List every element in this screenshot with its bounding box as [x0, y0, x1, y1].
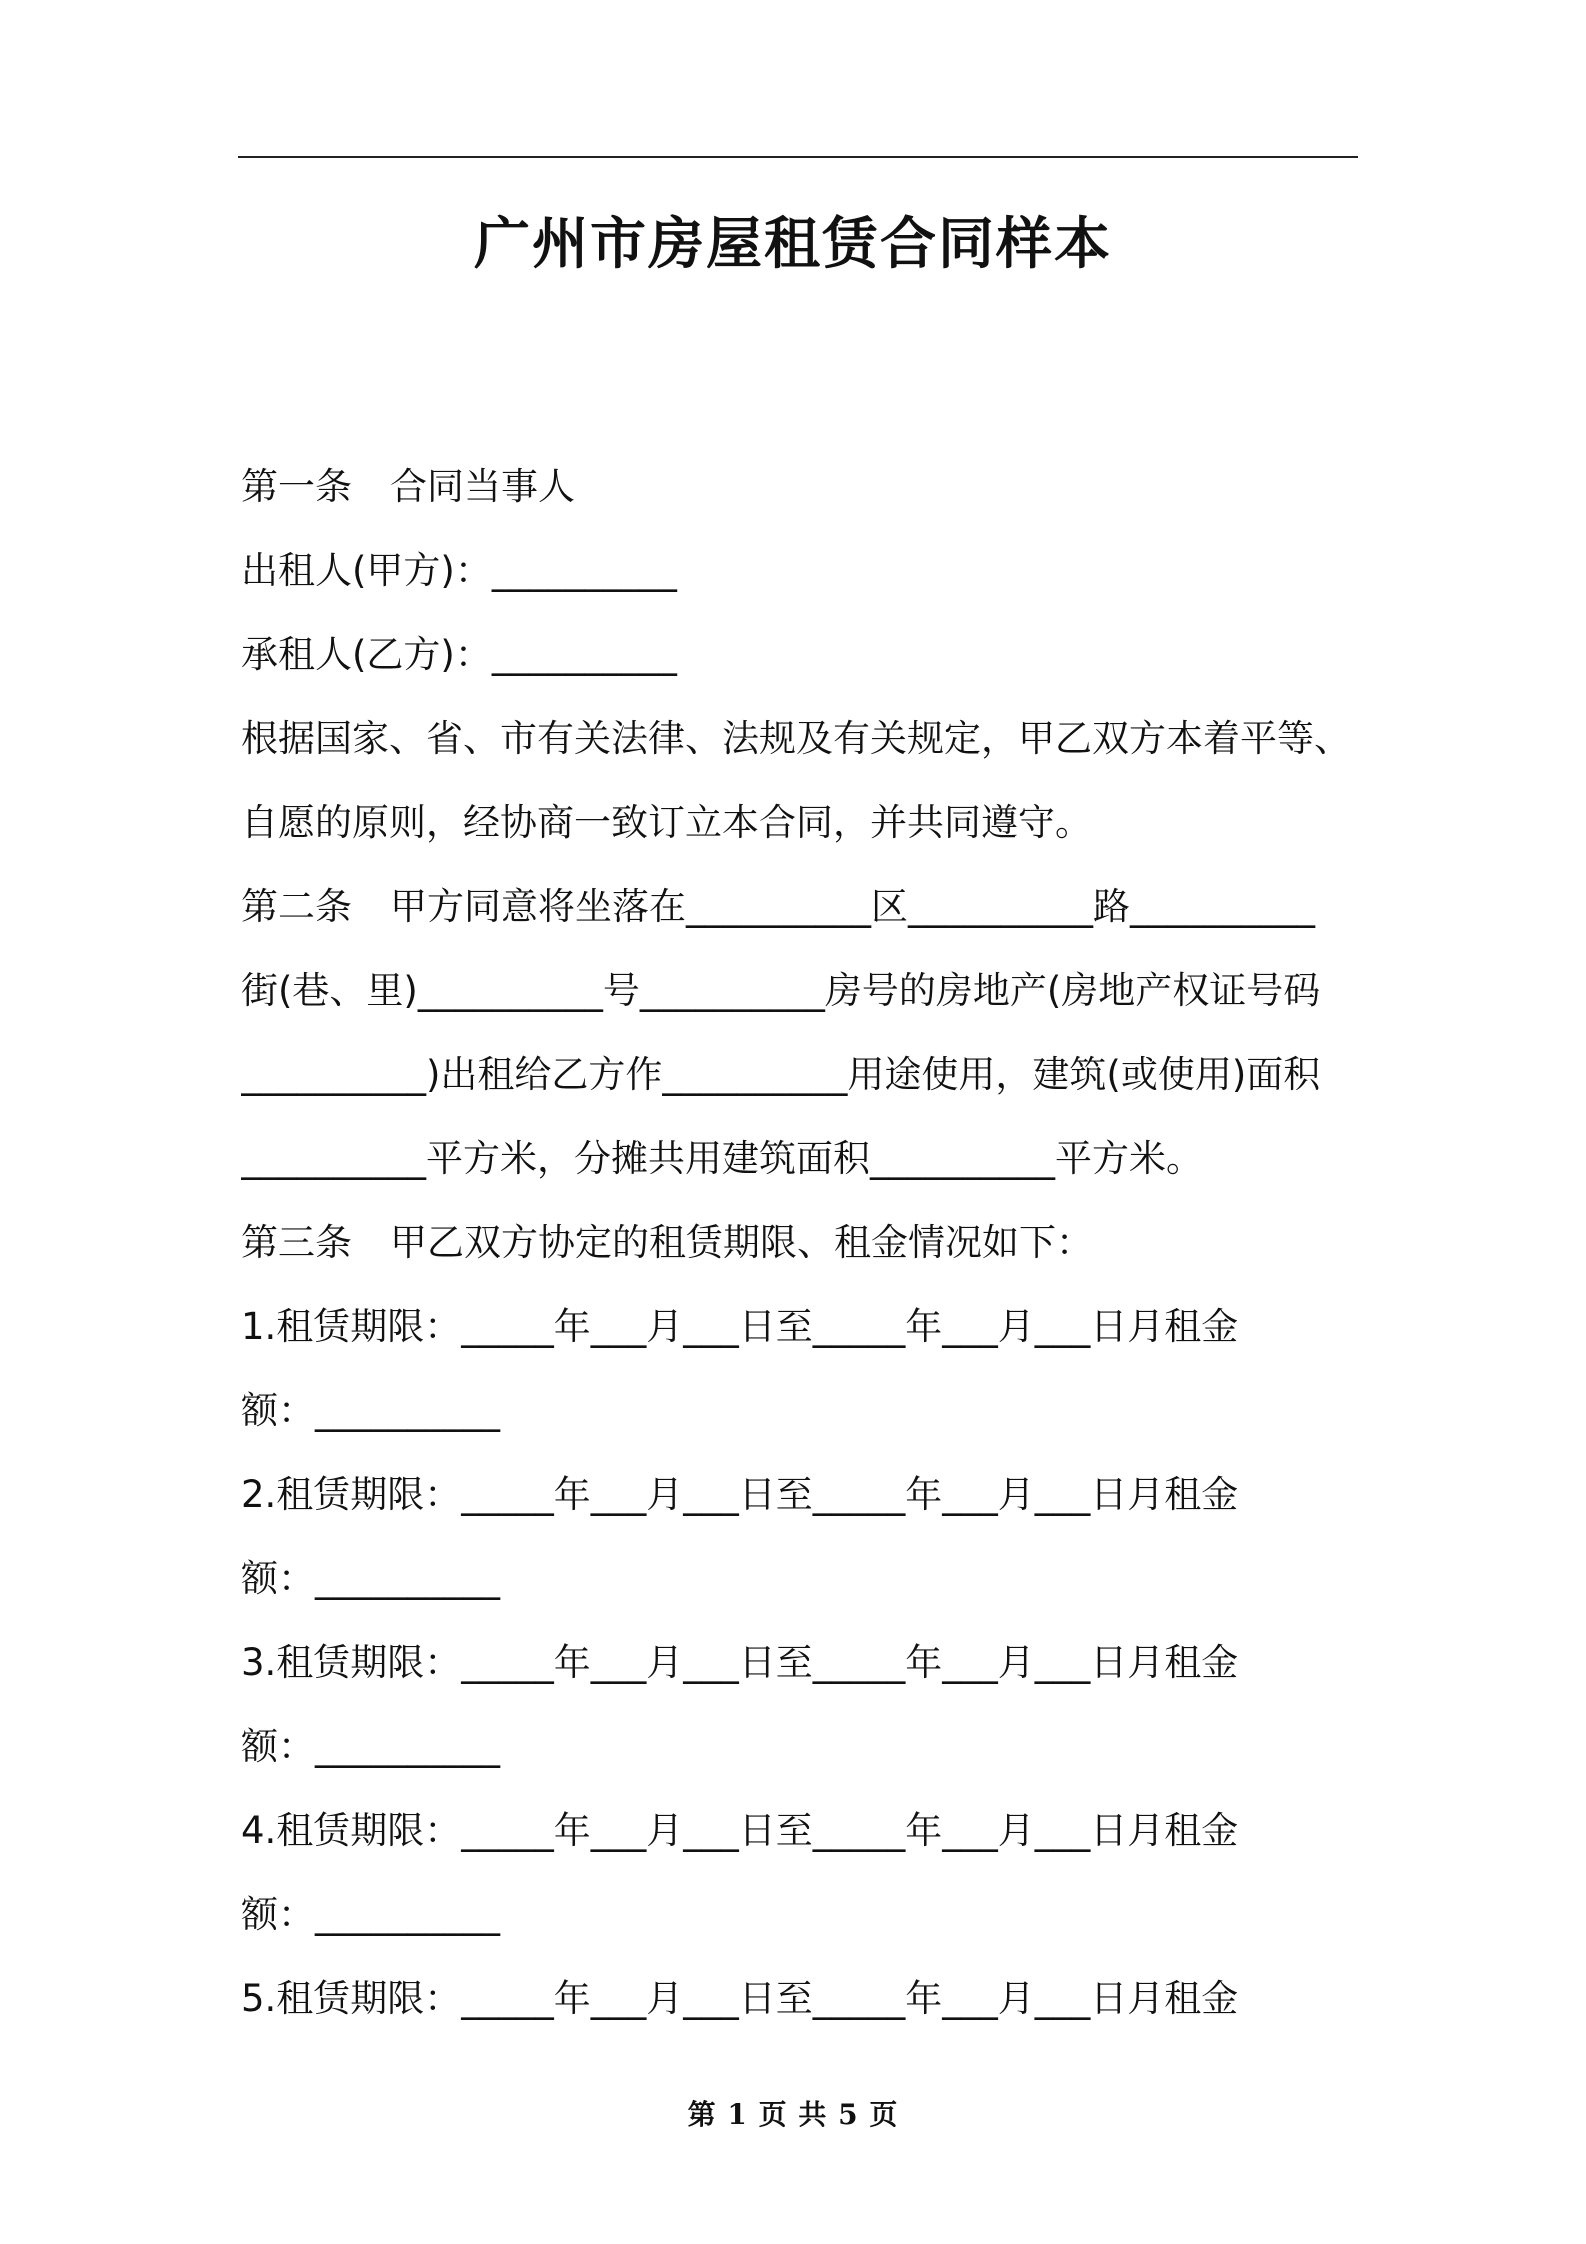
header-rule: [238, 156, 1358, 158]
lease-period-5-line-1: 5.租赁期限：_____年___月___日至_____年___月___日月租金: [241, 1977, 1239, 2020]
lease-period-1-line-2: 额：__________: [241, 1389, 500, 1432]
article-2-line-1: [241, 865, 1359, 949]
lease-period-4-line-1: 4.租赁期限：_____年___月___日至_____年___月___日月租金: [241, 1809, 1239, 1852]
page-indicator: 第 1 页 共 5 页: [687, 2098, 899, 2131]
article-2-line-4: __________平方米，分摊共用建筑面积__________平方米。: [241, 1137, 1203, 1180]
document-body: [241, 445, 1359, 2041]
article-2-line-2: 街(巷、里)__________号__________房号的房地产(房地产权证号码: [241, 969, 1321, 1012]
article-2-text-1: 甲方同意将坐落在__________区__________路__________: [390, 885, 1315, 928]
article-2-line-3: __________)出租给乙方作__________用途使用，建筑(或使用)面积: [241, 1053, 1321, 1096]
lessor-line: 出租人(甲方)：__________: [241, 549, 677, 592]
article-2-heading: 第二条: [241, 885, 352, 928]
article-3-text: 甲乙双方协定的租赁期限、租金情况如下：: [390, 1221, 1093, 1264]
article-1-heading: 第一条: [241, 465, 352, 508]
document-title: 广州市房屋租赁合同样本: [474, 212, 1112, 277]
article-1-heading-line: [241, 445, 1359, 529]
lease-period-3-line-1: 3.租赁期限：_____年___月___日至_____年___月___日月租金: [241, 1641, 1239, 1684]
article-3-heading: 第三条: [241, 1221, 352, 1264]
lease-period-1-line-1: 1.租赁期限：_____年___月___日至_____年___月___日月租金: [241, 1305, 1239, 1348]
lessee-line: 承租人(乙方)：__________: [241, 633, 677, 676]
article-3-line: [241, 1201, 1359, 1285]
lease-period-4-line-2: 额：__________: [241, 1893, 500, 1936]
preamble-line-2: 自愿的原则，经协商一致订立本合同，并共同遵守。: [241, 801, 1092, 844]
preamble-line-1: 根据国家、省、市有关法律、法规及有关规定，甲乙双方本着平等、: [241, 717, 1351, 760]
lease-period-2-line-2: 额：__________: [241, 1557, 500, 1600]
article-1-title: 合同当事人: [390, 465, 575, 508]
lease-period-2-line-1: 2.租赁期限：_____年___月___日至_____年___月___日月租金: [241, 1473, 1239, 1516]
lease-period-3-line-2: 额：__________: [241, 1725, 500, 1768]
